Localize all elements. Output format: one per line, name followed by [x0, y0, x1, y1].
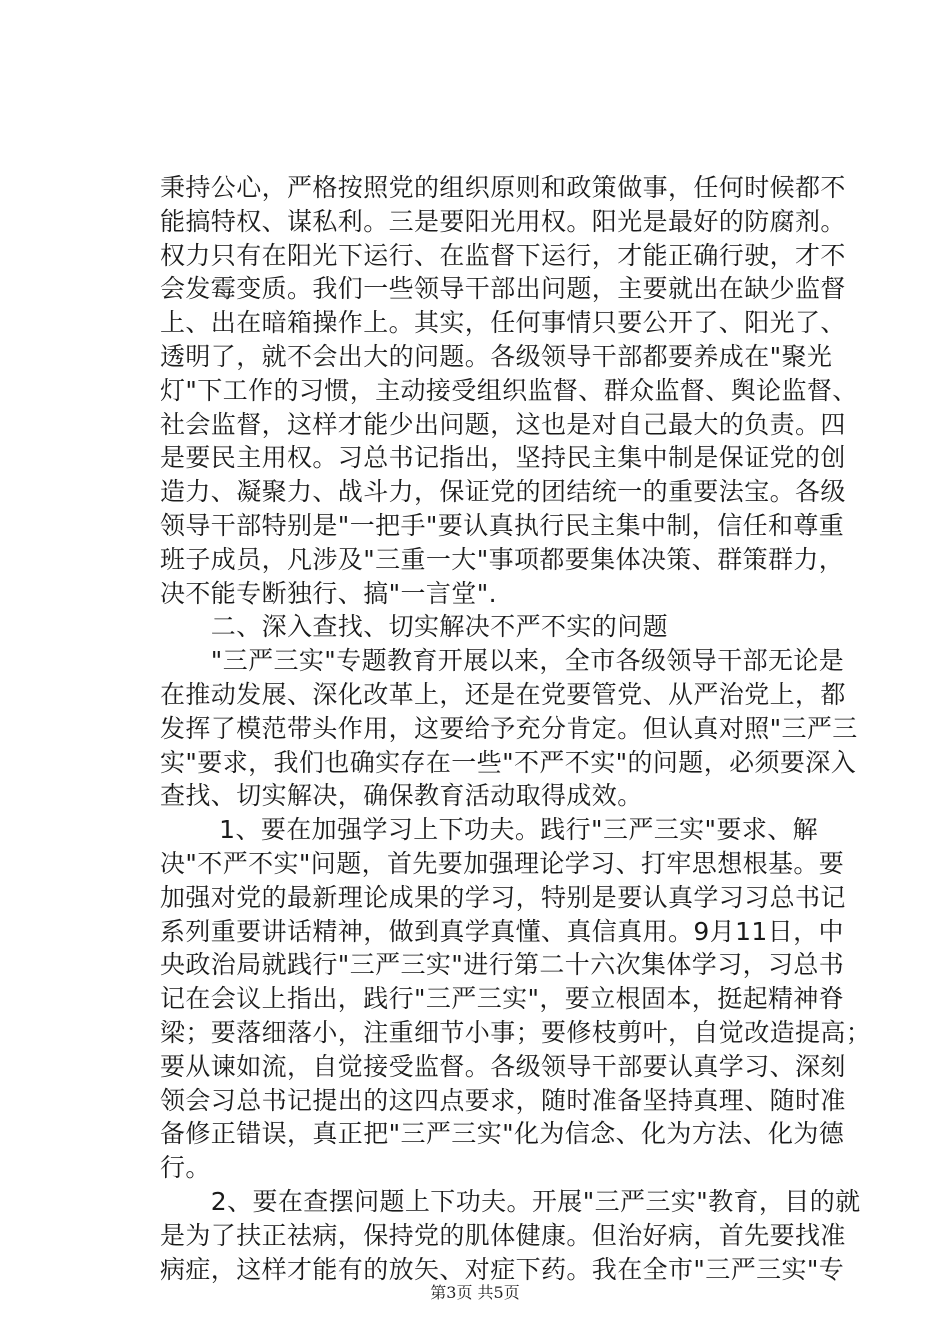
text-line: "三严三实"专题教育开展以来，全市各级领导干部无论是 [160, 646, 845, 676]
text-line: 央政治局就践行"三严三实"进行第二十六次集体学习，习总书 [160, 950, 845, 980]
text-line: 决不能专断独行、搞"一言堂". [160, 578, 497, 608]
text-line: 查找、切实解决，确保教育活动取得成效。 [160, 781, 643, 811]
text-line: 加强对党的最新理论成果的学习，特别是要认真学习习总书记 [160, 882, 846, 912]
text-line: 系列重要讲话精神，做到真学真懂、真信真用。9月11日，中 [160, 916, 844, 946]
page-number-footer: 第3页 共5页 [430, 1283, 520, 1302]
text-line: 透明了，就不会出大的问题。各级领导干部都要养成在"聚光 [160, 341, 833, 371]
text-line: 灯"下工作的习惯，主动接受组织监督、群众监督、舆论监督、 [160, 375, 858, 405]
text-line: 是要民主用权。习总书记指出，坚持民主集中制是保证党的创 [160, 443, 846, 473]
text-line: 1、要在加强学习上下功夫。践行"三严三实"要求、解 [160, 815, 819, 845]
text-line: 发挥了模范带头作用，这要给予充分肯定。但认真对照"三严三 [160, 713, 858, 743]
text-line: 造力、凝聚力、战斗力，保证党的团结统一的重要法宝。各级 [160, 477, 846, 507]
text-line: 要从谏如流，自觉接受监督。各级领导干部要认真学习、深刻 [160, 1051, 846, 1081]
document-body [160, 171, 872, 1286]
text-line: 上、出在暗箱操作上。其实，任何事情只要公开了、阳光了、 [160, 308, 846, 338]
text-line: 记在会议上指出，践行"三严三实"，要立根固本，挺起精神脊 [160, 984, 845, 1014]
text-line: 会发霉变质。我们一些领导干部出问题，主要就出在缺少监督 [160, 274, 846, 304]
text-line: 社会监督，这样才能少出问题，这也是对自己最大的负责。四 [160, 409, 846, 439]
text-line: 备修正错误，真正把"三严三实"化为信念、化为方法、化为德 [160, 1119, 845, 1149]
section-heading: 二、深入查找、切实解决不严不实的问题 [160, 612, 669, 642]
text-line: 在推动发展、深化改革上，还是在党要管党、从严治党上，都 [160, 679, 846, 709]
text-line: 领会习总书记提出的这四点要求，随时准备坚持真理、随时准 [160, 1085, 846, 1115]
text-line: 行。 [160, 1153, 211, 1183]
text-line: 班子成员，凡涉及"三重一大"事项都要集体决策、群策群力， [160, 544, 845, 574]
text-line: 权力只有在阳光下运行、在监督下运行，才能正确行驶，才不 [160, 240, 846, 270]
text-line: 能搞特权、谋私利。三是要阳光用权。阳光是最好的防腐剂。 [160, 206, 846, 236]
text-line: 梁；要落细落小，注重细节小事；要修枝剪叶，自觉改造提高； [160, 1017, 872, 1047]
text-line: 决"不严不实"问题，首先要加强理论学习、打牢思想根基。要 [160, 848, 845, 878]
text-line: 2、要在查摆问题上下功夫。开展"三严三实"教育，目的就 [160, 1186, 861, 1216]
text-line: 是为了扶正祛病，保持党的肌体健康。但治好病，首先要找准 [160, 1220, 846, 1250]
text-line: 领导干部特别是"一把手"要认真执行民主集中制，信任和尊重 [160, 510, 845, 540]
text-line: 秉持公心，严格按照党的组织原则和政策做事，任何时候都不 [160, 173, 846, 202]
text-line: 病症，这样才能有的放矢、对症下药。我在全市"三严三实"专 [160, 1254, 845, 1284]
text-line: 实"要求，我们也确实存在一些"不严不实"的问题，必须要深入 [160, 747, 857, 777]
